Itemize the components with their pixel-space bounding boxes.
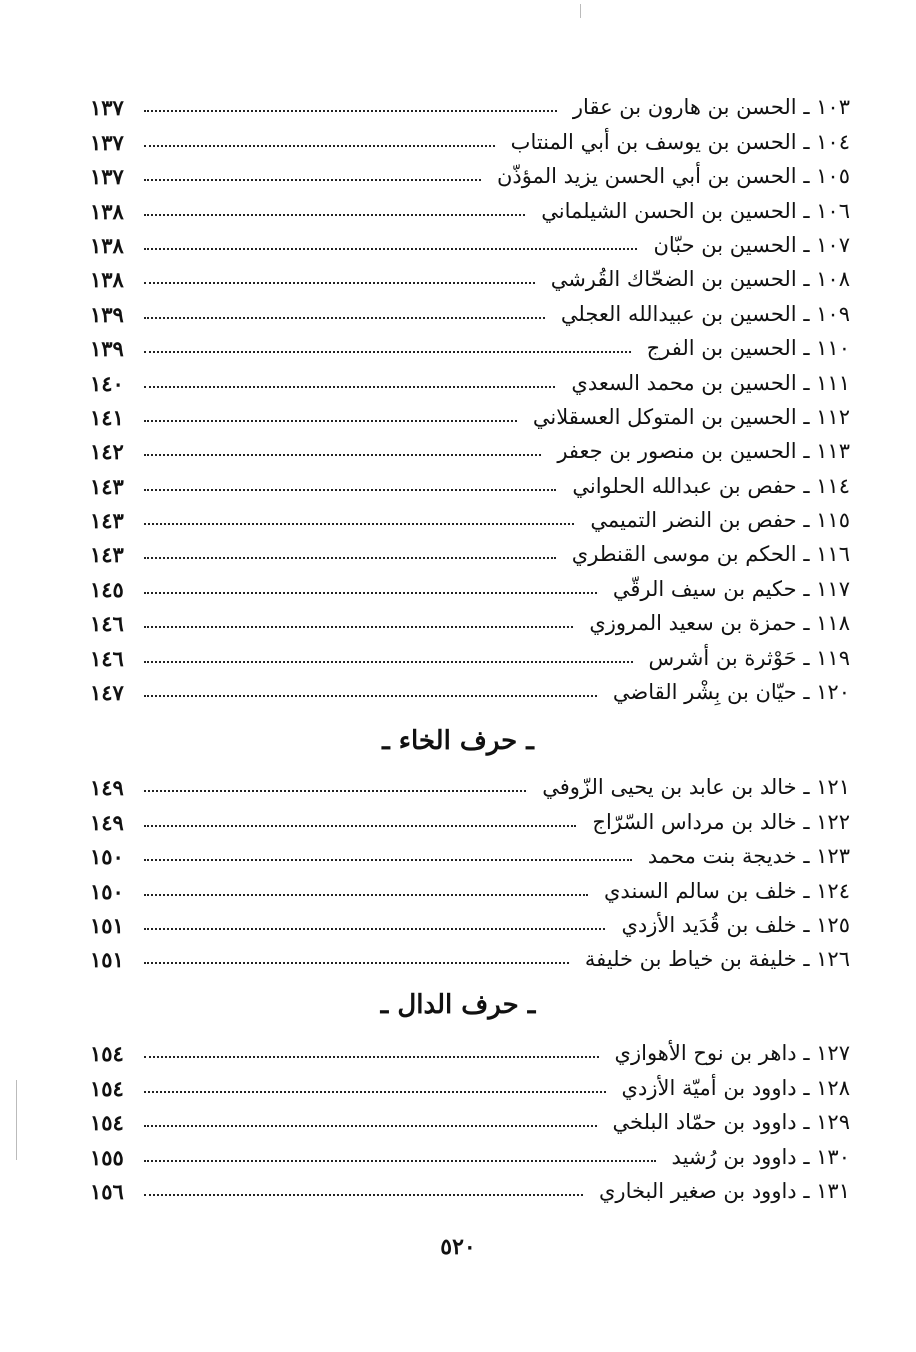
entry-title: ١٢٢ ـ خالد بن مرداس السّرّاج xyxy=(592,809,850,834)
leader-dots xyxy=(144,661,633,663)
leader-dots xyxy=(144,790,526,792)
entry-title: ١٣١ ـ داوود بن صغير البخاري xyxy=(598,1178,850,1203)
index-entry xyxy=(90,798,850,835)
leader-dots xyxy=(144,317,545,319)
entry-page: ١٤٩ xyxy=(90,775,124,801)
entry-page: ١٣٧ xyxy=(90,164,124,190)
index-entry xyxy=(90,497,850,534)
entry-page: ١٤٧ xyxy=(90,680,124,706)
entry-page: ١٤٣ xyxy=(90,473,124,499)
entry-page: ١٥٤ xyxy=(90,1075,124,1101)
index-entry xyxy=(90,359,850,396)
entry-page: ١٤٦ xyxy=(90,611,124,637)
index-entry xyxy=(90,84,850,121)
entry-title: ١١٧ ـ حكيم بن سيف الرقّي xyxy=(612,576,850,601)
entry-title: ١١٥ ـ حفص بن النضر التميمي xyxy=(590,508,850,533)
entry-page: ١٥٥ xyxy=(90,1144,124,1170)
index-entry xyxy=(90,936,850,973)
entry-title: ١٢٨ ـ داوود بن أميّة الأزدي xyxy=(621,1075,850,1100)
entry-title: ١٠٦ ـ الحسين بن الحسن الشيلماني xyxy=(541,198,850,223)
index-entry xyxy=(90,222,850,256)
entry-title: ١٠٤ ـ الحسن بن يوسف بن أبي المنتاب xyxy=(510,129,850,154)
entry-title: ١٢٧ ـ داهر بن نوح الأهوازي xyxy=(614,1041,850,1066)
entry-title: ١٠٩ ـ الحسين بن عبيدالله العجلي xyxy=(560,301,850,326)
entry-title: ١٢٣ ـ خديجة بنت محمد xyxy=(647,844,850,869)
entry-title: ١١٤ ـ حفص بن عبدالله الحلواني xyxy=(572,473,850,498)
scan-edge-mark xyxy=(580,4,581,18)
index-list-kha xyxy=(90,764,850,973)
leader-dots xyxy=(144,145,495,147)
index-entry xyxy=(90,256,850,293)
index-entry xyxy=(90,1064,850,1101)
index-entry xyxy=(90,290,850,327)
entry-page: ١٣٨ xyxy=(90,267,124,293)
leader-dots xyxy=(144,894,588,896)
leader-dots xyxy=(144,962,569,964)
index-entry xyxy=(90,764,850,801)
leader-dots xyxy=(144,282,535,284)
index-entry xyxy=(90,1030,850,1067)
entry-page: ١٣٧ xyxy=(90,129,124,155)
entry-page: ١٤٠ xyxy=(90,370,124,396)
index-entry xyxy=(90,1133,850,1170)
entry-page: ١٥٠ xyxy=(90,844,124,870)
leader-dots xyxy=(144,695,597,697)
index-entry xyxy=(90,531,850,568)
entry-page: ١٥٤ xyxy=(90,1110,124,1136)
index-list-ha xyxy=(90,84,850,706)
entry-page: ١٤٦ xyxy=(90,645,124,671)
entry-title: ١١٣ ـ الحسين بن منصور بن جعفر xyxy=(557,439,850,464)
entry-title: ١٠٨ ـ الحسين بن الضحّاك القُرشي xyxy=(550,267,850,292)
leader-dots xyxy=(144,179,481,181)
index-entry xyxy=(90,565,850,602)
entry-title: ١٣٠ ـ داوود بن رُشيد xyxy=(671,1144,850,1169)
leader-dots xyxy=(144,214,525,216)
entry-title: ١٢٥ ـ خلف بن قُدَيد الأزدي xyxy=(621,912,850,937)
index-entry xyxy=(90,867,850,904)
leader-dots xyxy=(144,420,517,422)
index-entry xyxy=(90,428,850,465)
leader-dots xyxy=(144,592,597,594)
leader-dots xyxy=(144,248,637,250)
entry-page: ١٥٤ xyxy=(90,1041,124,1067)
entry-page: ١٤٣ xyxy=(90,542,124,568)
index-entry xyxy=(90,1168,850,1202)
entry-page: ١٣٨ xyxy=(90,198,124,224)
entry-title: ١٢١ ـ خالد بن عابد بن يحيى الزّوفي xyxy=(542,775,850,800)
index-entry xyxy=(90,394,850,428)
leader-dots xyxy=(144,928,605,930)
leader-dots xyxy=(144,859,632,861)
page-number: ٥٢٠ xyxy=(440,1234,476,1260)
entry-page: ١٤٣ xyxy=(90,508,124,534)
index-entry xyxy=(90,634,850,671)
entry-page: ١٣٩ xyxy=(90,301,124,327)
entry-title: ١٢٤ ـ خلف بن سالم السندي xyxy=(603,878,850,903)
entry-title: ١١٢ ـ الحسين بن المتوكل العسقلاني xyxy=(532,404,850,429)
entry-page: ١٣٩ xyxy=(90,336,124,362)
entry-page: ١٣٨ xyxy=(90,232,124,258)
entry-page: ١٣٧ xyxy=(90,95,124,121)
entry-title: ١٢٦ ـ خليفة بن خياط بن خليفة xyxy=(584,947,850,972)
section-heading-kha: ـ حرف الخاء ـ xyxy=(382,726,534,756)
entry-page: ١٥٦ xyxy=(90,1178,124,1204)
index-entry xyxy=(90,462,850,499)
leader-dots xyxy=(144,1056,599,1058)
leader-dots xyxy=(144,1194,583,1196)
index-entry xyxy=(90,902,850,936)
entry-title: ١٠٣ ـ الحسن بن هارون بن عقار xyxy=(572,95,850,120)
entry-page: ١٤٢ xyxy=(90,439,124,465)
entry-title: ١١٦ ـ الحكم بن موسى القنطري xyxy=(571,542,850,567)
entry-title: ١٠٧ ـ الحسين بن حبّان xyxy=(653,232,850,257)
entry-title: ١١١ ـ الحسين بن محمد السعدي xyxy=(571,370,850,395)
entry-title: ١٢٠ ـ حيّان بن بِشْر القاضي xyxy=(612,680,850,705)
index-entry xyxy=(90,187,850,224)
entry-title: ١١٠ ـ الحسين بن الفرج xyxy=(646,336,850,361)
leader-dots xyxy=(144,489,556,491)
section-heading-dal: ـ حرف الدال ـ xyxy=(380,990,536,1020)
index-entry xyxy=(90,833,850,870)
leader-dots xyxy=(144,110,557,112)
leader-dots xyxy=(144,626,573,628)
entry-page: ١٥١ xyxy=(90,947,124,973)
entry-page: ١٥٠ xyxy=(90,878,124,904)
leader-dots xyxy=(144,454,541,456)
leader-dots xyxy=(144,825,576,827)
leader-dots xyxy=(144,1125,597,1127)
index-list-dal xyxy=(90,1030,850,1202)
leader-dots xyxy=(144,1091,606,1093)
entry-title: ١٠٥ ـ الحسن بن أبي الحسن يزيد المؤذّن xyxy=(496,164,850,189)
entry-page: ١٤٥ xyxy=(90,576,124,602)
scan-edge-mark xyxy=(16,1080,17,1160)
index-entry xyxy=(90,1099,850,1136)
index-entry xyxy=(90,669,850,706)
entry-title: ١١٩ ـ حَوْثرة بن أشرس xyxy=(648,645,850,670)
index-entry xyxy=(90,325,850,362)
entry-page: ١٥١ xyxy=(90,912,124,938)
leader-dots xyxy=(144,523,574,525)
entry-page: ١٤٩ xyxy=(90,809,124,835)
entry-title: ١١٨ ـ حمزة بن سعيد المروزي xyxy=(589,611,850,636)
index-entry xyxy=(90,118,850,155)
leader-dots xyxy=(144,557,556,559)
index-entry xyxy=(90,153,850,190)
index-entry xyxy=(90,600,850,637)
leader-dots xyxy=(144,351,631,353)
entry-title: ١٢٩ ـ داوود بن حمّاد البلخي xyxy=(612,1110,850,1135)
leader-dots xyxy=(144,1160,656,1162)
entry-page: ١٤١ xyxy=(90,404,124,430)
leader-dots xyxy=(144,386,555,388)
